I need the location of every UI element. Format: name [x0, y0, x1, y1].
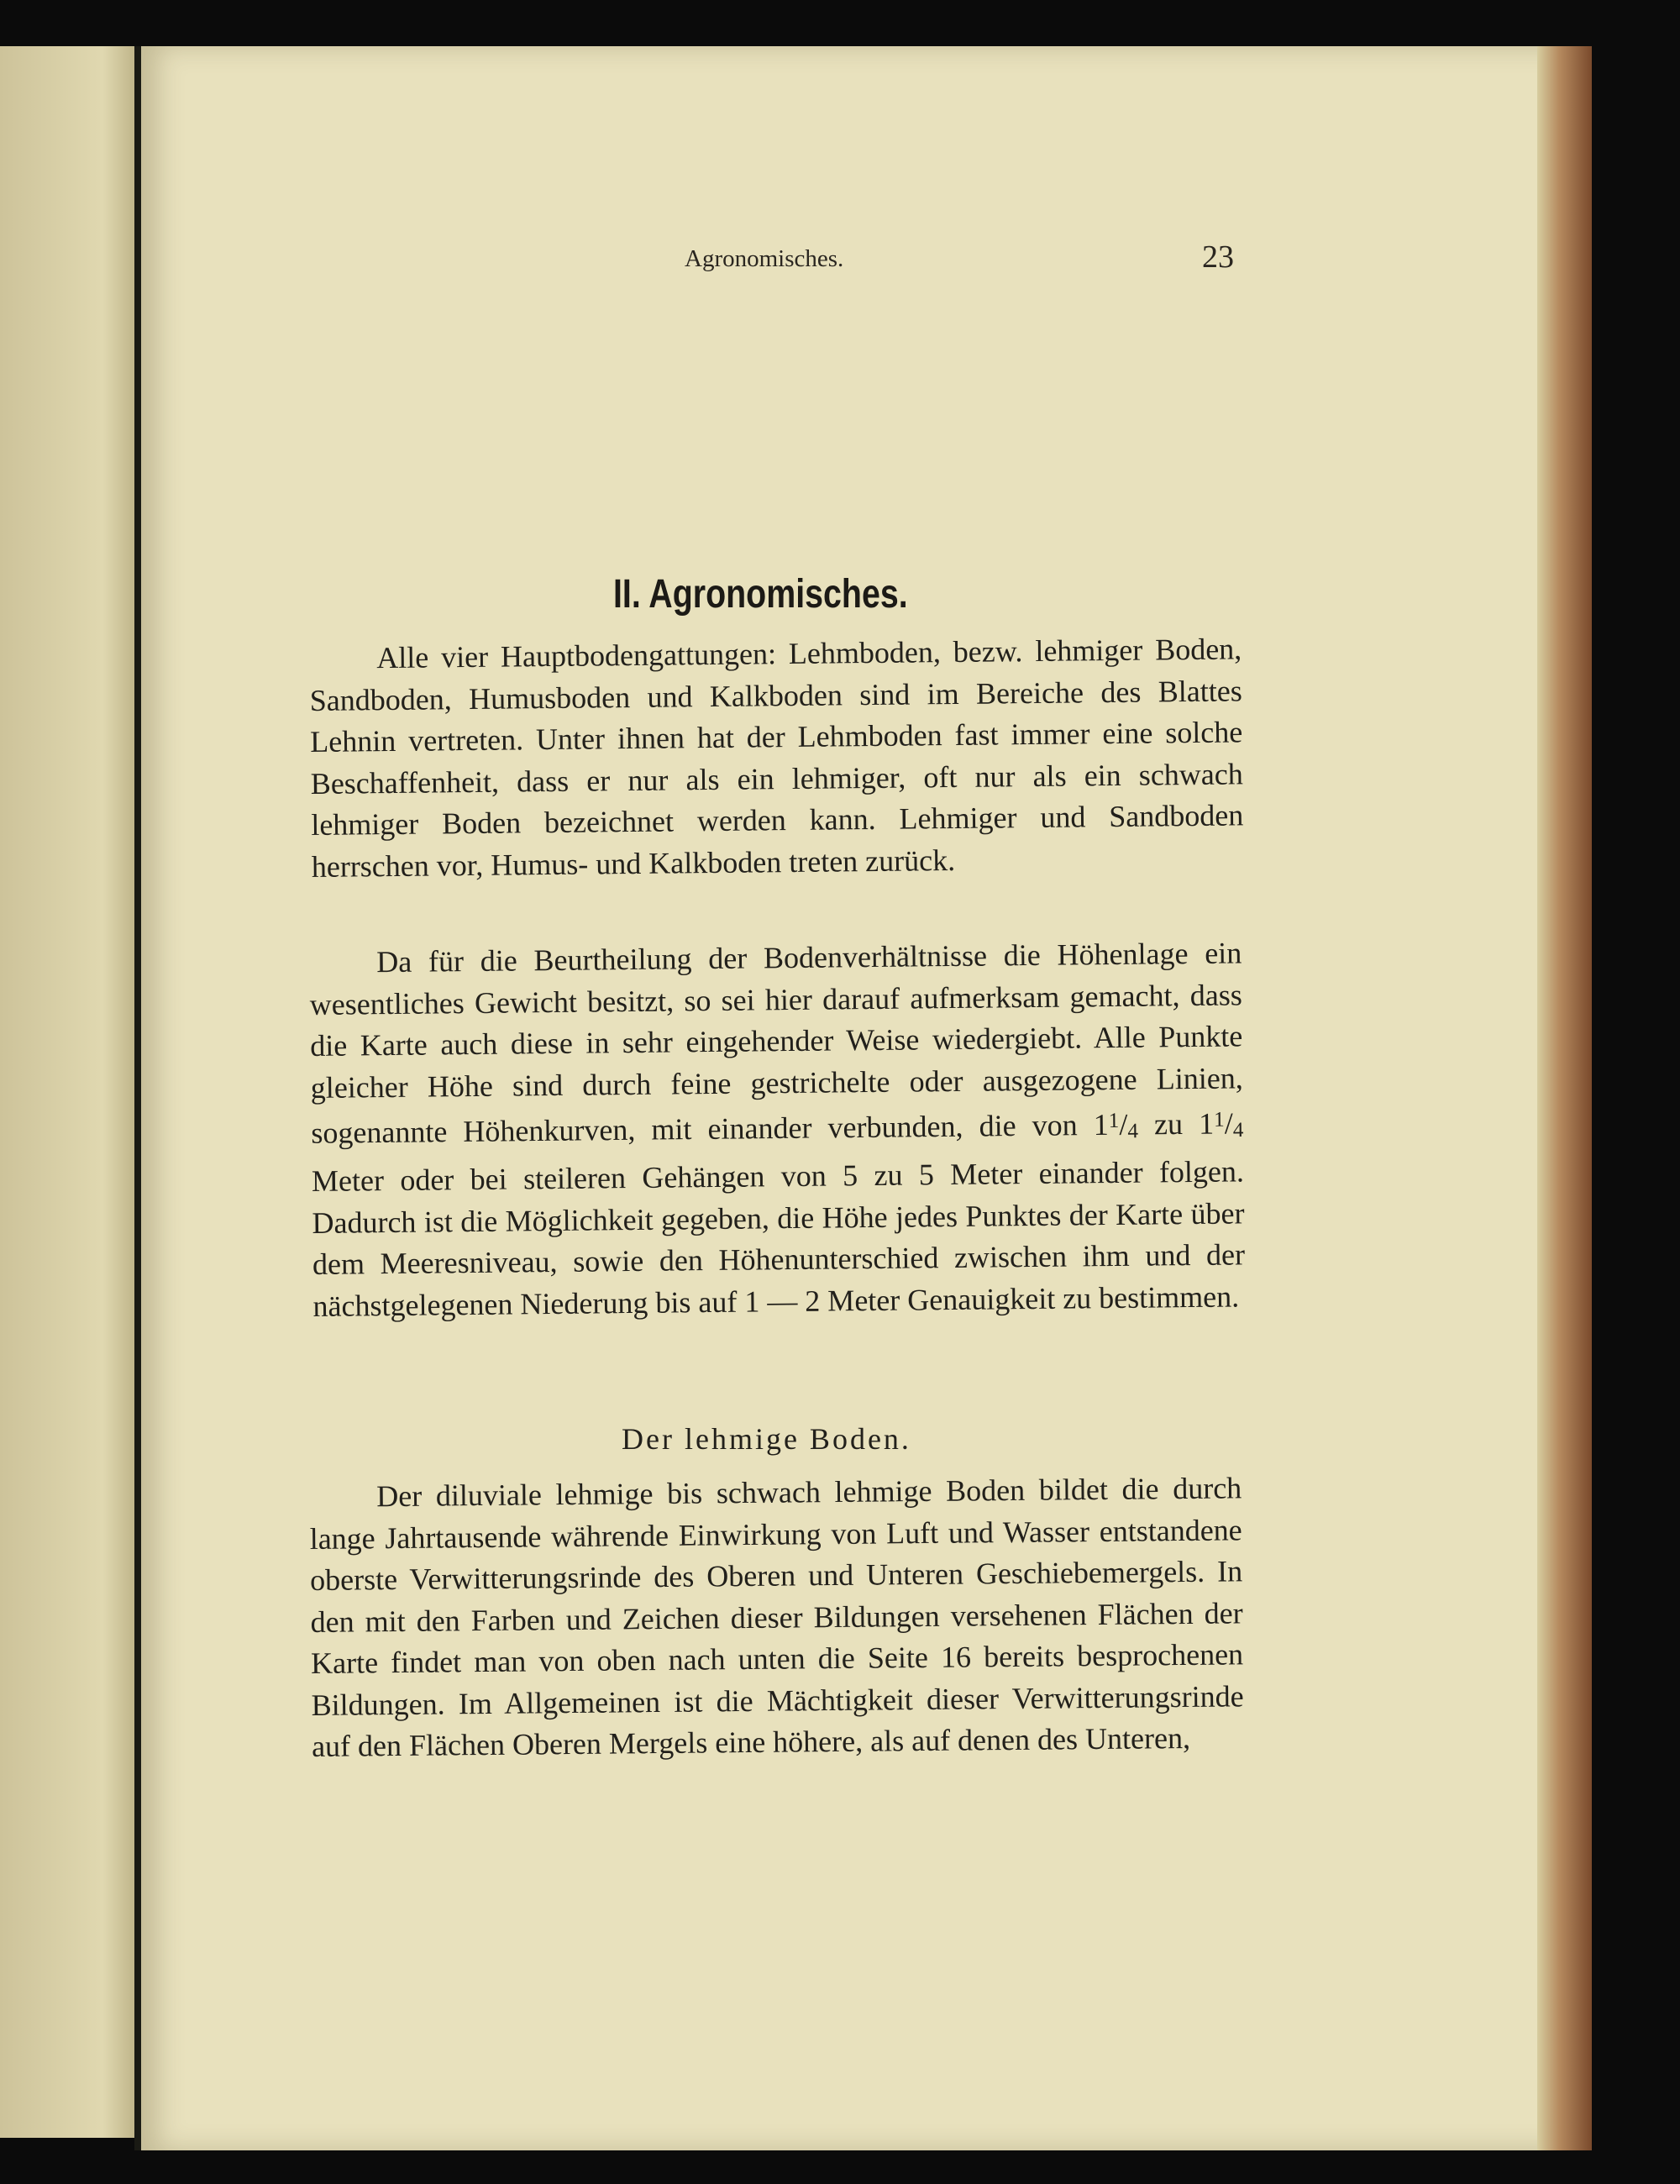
paragraph-elevation-text-b: zu 1 — [1137, 1106, 1215, 1142]
paragraph-elevation-text-c: Meter oder bei steileren Gehängen von 5 zu 5 Meter einander folgen. Dadurch ist die Möglichkeit gegeben, die Höhe jedes Punktes der Karte über dem Meeresniveau, sowie den Höhenunterschied zwischen ihm und der nächstgelegenen Niederung bis auf 1 — 2 Meter Genauigkeit zu bestimmen. — [311, 1154, 1246, 1323]
section-subheading: Der lehmige Boden. — [622, 1422, 911, 1456]
fraction-denominator: 4 — [1127, 1120, 1139, 1143]
running-head: Agronomisches. — [685, 245, 844, 272]
fraction-numerator: 1 — [1108, 1109, 1120, 1133]
paragraph-elevation: Da für die Beurtheilung der Bodenverhältnisse die Höhenlage ein wesentliches Gewicht besitzt, so sei hier darauf aufmerksam gemacht, dass die Karte auch diese in sehr eingehender Weise wiedergiebt. Alle Punkte gleicher Höhe sind durch feine gestrichelte oder ausgezogene Linien, sogenannte Höhenkurven, mit einander verbunden, die von $1^1/4$ zu $1^1/4$ Meter oder bei steileren Gehängen von 5 zu 5 Meter einander folgen. Dadurch ist die Möglichkeit gegeben, die Höhe jedes Punktes der Karte über dem Meeresniveau, sowie den Höhenunterschied zwischen ihm und der nächstgelegenen Niederung bis auf 1 — 2 Meter Genauigkeit zu bestimmen. — [309, 936, 1246, 1323]
fraction-numerator-2: 1 — [1213, 1108, 1225, 1131]
fraction-denominator-2: 4 — [1232, 1118, 1244, 1142]
page-fore-edge — [1537, 46, 1592, 2150]
page-header — [685, 239, 1239, 287]
paragraph-loam-soil: Der diluviale lehmige bis schwach lehmige Boden bildet die durch lange Jahrtausende währende Einwirkung von Luft und Wasser entstandene oberste Verwitterungsrinde des Oberen und Unteren Geschiebemergels. In den mit den Farben und Zeichen dieser Bildungen versehenen Flächen der Karte findet man von oben nach unten die Seite 16 bereits besprochenen Bildungen. Im Allgemeinen ist die Mächtigkeit dieser Verwitterungsrinde auf den Flächen Oberen Mergels eine höhere, als auf denen des Unteren, — [309, 1471, 1244, 1763]
chapter-title: II. Agronomisches. — [613, 572, 908, 617]
paragraph-elevation-text-a: Da für die Beurtheilung der Bodenverhältnisse die Höhenlage ein wesentliches Gewicht besitzt, so sei hier darauf aufmerksam gemacht, dass die Karte auch diese in sehr eingehender Weise wiedergiebt. Alle Punkte gleicher Höhe sind durch feine gestrichelte oder ausgezogene Linien, sogenannte Höhenkurven, mit einander verbunden, die von 1 — [309, 936, 1243, 1150]
page-number: 23 — [1202, 239, 1234, 275]
facing-page-edge — [0, 46, 147, 2138]
paragraph-intro: Alle vier Hauptbodengattungen: Lehmboden, bezw. lehmiger Boden, Sandboden, Humusboden und Kalkboden sind im Bereiche des Blattes Lehnin vertreten. Unter ihnen hat der Lehmboden fast immer eine solche Beschaffenheit, dass er nur als ein lehmiger, oft nur als ein schwach lehmiger Boden bezeichnet werden kann. Lehmiger und Sandboden herrschen vor, Humus- und Kalkboden treten zurück. — [309, 632, 1244, 884]
